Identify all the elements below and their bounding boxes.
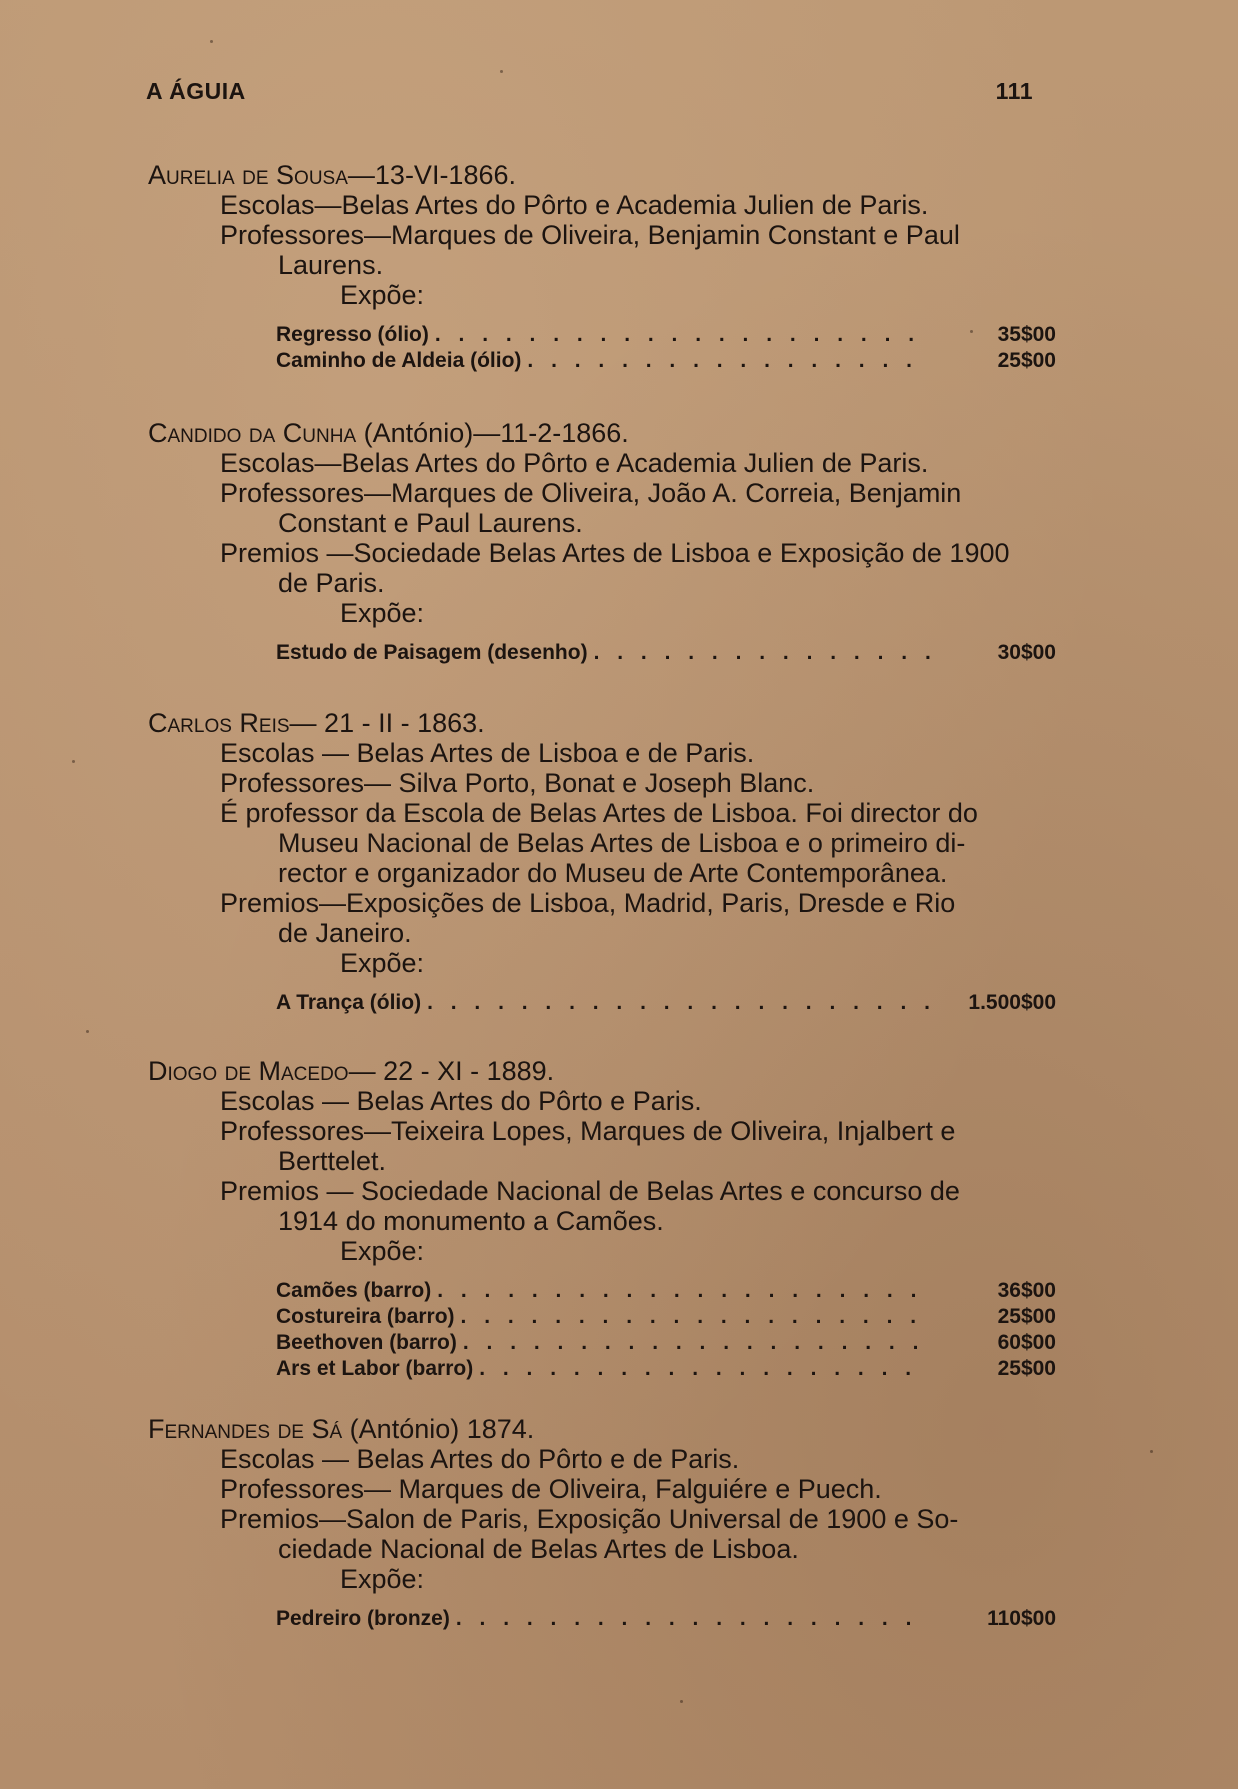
works-list (276, 322, 1056, 374)
escolas-line: Escolas — Belas Artes de Lisboa e de Paris. (220, 738, 755, 768)
artist-dates: (António)—11-2-1866. (363, 418, 629, 448)
expoe-label: Expõe: (340, 948, 425, 978)
paper-speck (1150, 1450, 1153, 1453)
professores-line: Professores—Marques de Oliveira, Benjamin Constant e Paul (220, 220, 960, 250)
work-item (276, 1330, 1056, 1356)
paper-speck (210, 40, 213, 43)
expoe-label: Expõe: (340, 598, 425, 628)
artist-name: Fernandes de Sá (148, 1414, 343, 1444)
professores-line: Professores—Teixeira Lopes, Marques de Oliveira, Injalbert e (220, 1116, 956, 1146)
paper-speck (680, 1700, 683, 1703)
running-head (146, 78, 1033, 105)
artist-entry-fernandes-de-sa (148, 1414, 1056, 1632)
professores-cont-line: Berttelet. (278, 1146, 387, 1176)
works-list (276, 1278, 1056, 1382)
leader-dots (527, 348, 930, 374)
artist-heading (148, 1414, 1048, 1444)
artist-name: Aurelia de Sousa (148, 160, 348, 190)
leader-dots (435, 322, 930, 348)
professores-cont-line: Constant e Paul Laurens. (278, 508, 583, 538)
artist-heading (148, 1056, 1048, 1086)
leader-dots (461, 1304, 930, 1330)
artist-dates: — 21 - II - 1863. (289, 708, 485, 738)
work-title: Ars et Labor (barro) (276, 1357, 474, 1380)
artist-entry-aurelia-de-sousa (148, 160, 1056, 374)
professores-cont-line: Laurens. (278, 250, 384, 280)
leader-dots (479, 1356, 930, 1382)
work-title: Camões (barro) (276, 1279, 432, 1302)
premios-cont-line: 1914 do monumento a Camões. (278, 1206, 664, 1236)
work-price: 60$00 (997, 1331, 1056, 1354)
work-price: 25$00 (997, 1357, 1056, 1380)
work-title: Regresso (ólio) (276, 323, 429, 346)
artist-name: Diogo de Macedo (148, 1056, 349, 1086)
work-title: A Trança (ólio) (276, 991, 422, 1014)
artist-entry-candido-da-cunha (148, 418, 1056, 666)
note-cont-line: rector e organizador do Museu de Arte Contemporânea. (278, 858, 948, 888)
work-title: Costureira (barro) (276, 1305, 455, 1328)
work-price: 35$00 (997, 323, 1056, 346)
work-price: 1.500$00 (968, 991, 1056, 1014)
work-item (276, 322, 1056, 348)
artist-heading (148, 708, 1048, 738)
leader-dots (456, 1606, 930, 1632)
leader-dots (463, 1330, 930, 1356)
paper-speck (970, 330, 973, 333)
works-list (276, 990, 1056, 1016)
work-price: 30$00 (997, 641, 1056, 664)
work-price: 25$00 (997, 1305, 1056, 1328)
artist-entry-diogo-de-macedo (148, 1056, 1056, 1382)
escolas-line: Escolas—Belas Artes do Pôrto e Academia Julien de Paris. (220, 190, 929, 220)
artist-dates: —13-VI-1866. (347, 160, 516, 190)
note-cont-line: Museu Nacional de Belas Artes de Lisboa e o primeiro di- (278, 828, 966, 858)
artist-dates: (António) 1874. (349, 1414, 535, 1444)
works-list (276, 640, 1056, 666)
works-list (276, 1606, 1056, 1632)
paper-speck (86, 1030, 89, 1033)
expoe-label: Expõe: (340, 280, 425, 310)
premios-line: Premios—Exposições de Lisboa, Madrid, Paris, Dresde e Rio (220, 888, 956, 918)
paper-speck (500, 70, 503, 73)
leader-dots (594, 640, 930, 666)
premios-line: Premios—Salon de Paris, Exposição Universal de 1900 e So- (220, 1504, 959, 1534)
work-price: 110$00 (987, 1607, 1056, 1630)
work-item (276, 1606, 1056, 1632)
premios-cont-line: de Janeiro. (278, 918, 412, 948)
expoe-label: Expõe: (340, 1236, 425, 1266)
work-item (276, 640, 1056, 666)
work-item (276, 1278, 1056, 1304)
work-item (276, 990, 1056, 1016)
journal-title: A ÁGUIA (146, 78, 246, 104)
professores-line: Professores— Silva Porto, Bonat e Joseph Blanc. (220, 768, 815, 798)
escolas-line: Escolas — Belas Artes do Pôrto e Paris. (220, 1086, 702, 1116)
work-price: 36$00 (997, 1279, 1056, 1302)
premios-cont-line: de Paris. (278, 568, 385, 598)
artist-heading (148, 160, 1048, 190)
premios-cont-line: ciedade Nacional de Belas Artes de Lisboa. (278, 1534, 799, 1564)
work-item (276, 348, 1056, 374)
leader-dots (437, 1278, 930, 1304)
work-title: Caminho de Aldeia (ólio) (276, 349, 522, 372)
leader-dots (427, 990, 930, 1016)
expoe-label: Expõe: (340, 1564, 425, 1594)
escolas-line: Escolas—Belas Artes do Pôrto e Academia Julien de Paris. (220, 448, 929, 478)
artist-dates: — 22 - XI - 1889. (348, 1056, 555, 1086)
work-item (276, 1304, 1056, 1330)
paper-speck (72, 760, 75, 763)
artist-heading (148, 418, 1048, 448)
work-title: Pedreiro (bronze) (276, 1607, 450, 1630)
work-price: 25$00 (997, 349, 1056, 372)
artist-name: Carlos Reis (148, 708, 290, 738)
artist-entry-carlos-reis (148, 708, 1056, 1016)
premios-line: Premios — Sociedade Nacional de Belas Artes e concurso de (220, 1176, 960, 1206)
escolas-line: Escolas — Belas Artes do Pôrto e de Paris. (220, 1444, 740, 1474)
professores-line: Professores— Marques de Oliveira, Falguiére e Puech. (220, 1474, 882, 1504)
page-number: 111 (995, 78, 1033, 104)
work-title: Estudo de Paisagem (desenho) (276, 641, 588, 664)
work-title: Beethoven (barro) (276, 1331, 457, 1354)
work-item (276, 1356, 1056, 1382)
note-line: É professor da Escola de Belas Artes de Lisboa. Foi director do (220, 798, 978, 828)
artist-name: Candido da Cunha (148, 418, 357, 448)
professores-line: Professores—Marques de Oliveira, João A. Correia, Benjamin (220, 478, 962, 508)
premios-line: Premios —Sociedade Belas Artes de Lisboa e Exposição de 1900 (220, 538, 1010, 568)
